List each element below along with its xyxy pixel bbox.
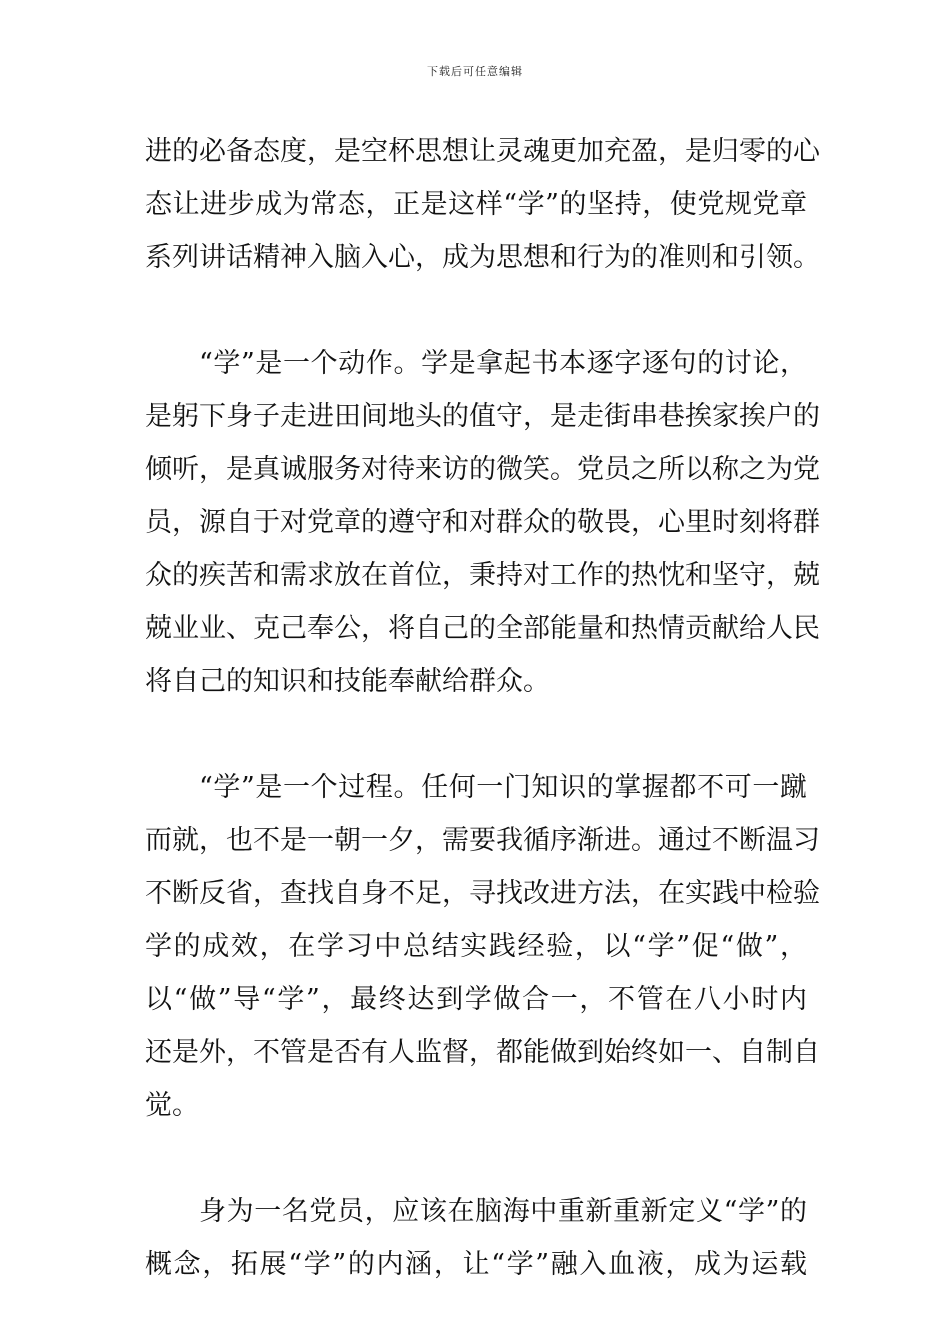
paragraph-3-line-3: 不断反省，查找自身不足，寻找改进方法，在实践中检验 [145,878,820,909]
paragraph-3-line-1: “学”是一个过程。任何一门知识的掌握都不可一蹴 [199,772,807,803]
paragraph-4-line-2: 概念，拓展“学”的内涵，让“学”融入血液，成为运载 [145,1249,807,1280]
paragraph-2-line-4: 员，源自于对党章的遵守和对群众的敬畏，心里时刻将群 [145,507,820,538]
paragraph-1-line-2: 态让进步成为常态，正是这样“学”的坚持，使党规党章 [145,189,807,220]
paragraph-2-line-3: 倾听，是真诚服务对待来访的微笑。党员之所以称之为党 [145,454,820,485]
document-body [145,125,820,1291]
paragraph-2-line-1: “学”是一个动作。学是拿起书本逐字逐句的讨论， [199,348,807,379]
paragraph-2-line-5: 众的疾苦和需求放在首位，秉持对工作的热忱和坚守，兢 [145,560,820,591]
paragraph-gap [145,708,807,761]
page-header: 下载后可任意编辑 [427,65,523,78]
paragraph-gap [145,284,807,337]
paragraph-3-line-5: 以“做”导“学”，最终达到学做合一，不管在八小时内 [145,984,807,1015]
paragraph-gap [145,1132,807,1185]
paragraph-4-line-1: 身为一名党员，应该在脑海中重新重新定义“学”的 [199,1196,807,1227]
paragraph-3-line-6: 还是外，不管是否有人监督，都能做到始终如一、自制自 [145,1037,820,1068]
paragraph-2-line-7: 将自己的知识和技能奉献给群众。 [145,666,550,697]
paragraph-3-line-2: 而就，也不是一朝一夕，需要我循序渐进。通过不断温习 [145,825,820,856]
paragraph-1-line-3: 系列讲话精神入脑入心，成为思想和行为的准则和引领。 [145,242,820,273]
paragraph-1-line-1: 进的必备态度，是空杯思想让灵魂更加充盈，是归零的心 [145,136,820,167]
paragraph-2-line-6: 兢业业、克己奉公，将自己的全部能量和热情贡献给人民 [145,613,820,644]
paragraph-2-line-2: 是躬下身子走进田间地头的值守，是走街串巷挨家挨户的 [145,401,820,432]
paragraph-3-line-7: 觉。 [145,1090,199,1121]
paragraph-3-line-4: 学的成效，在学习中总结实践经验，以“学”促“做”， [145,931,807,962]
